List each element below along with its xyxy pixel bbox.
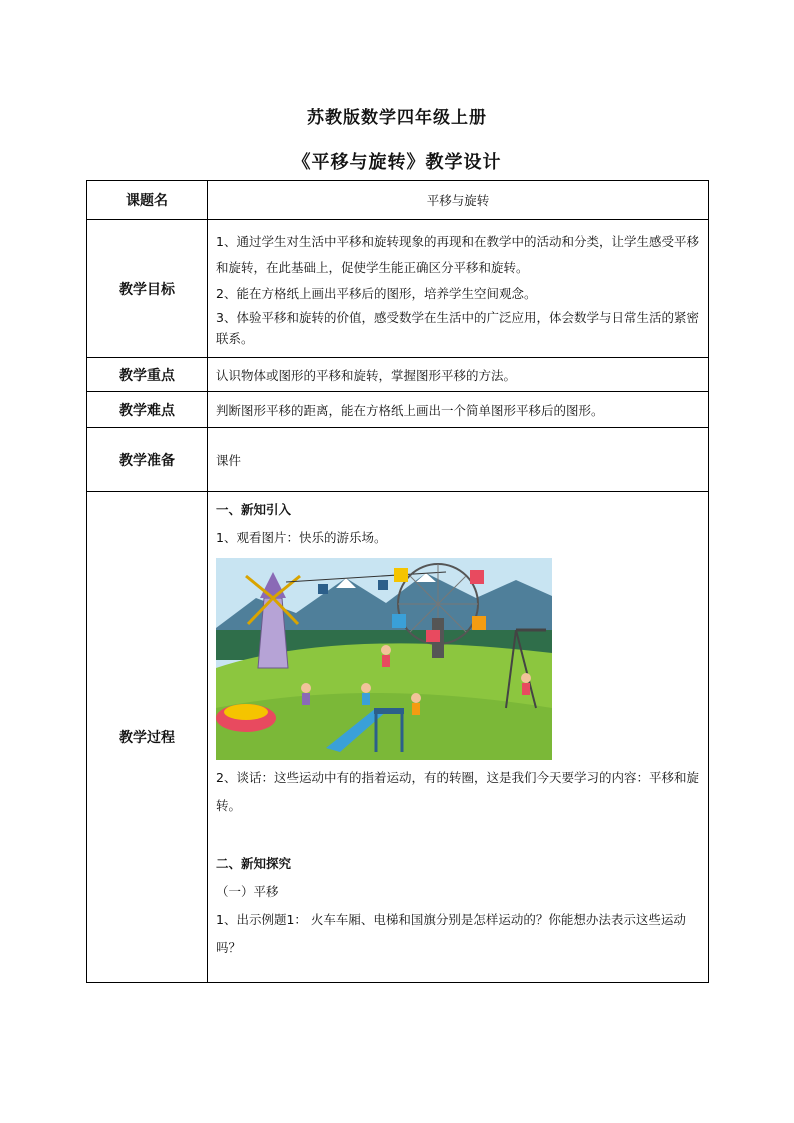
row-prep (87, 428, 709, 492)
goal-item-3: 3、体验平移和旋转的价值，感受数学在生活中的广泛应用，体会数学与日常生活的紧密联系。 (216, 309, 699, 346)
row-key (87, 358, 709, 392)
section-intro-heading: 一、新知引入 (216, 502, 292, 517)
value-goals (208, 220, 709, 358)
step-1: 1、观看图片：快乐的游乐场。 (216, 530, 387, 545)
section-explore-heading: 二、新知探究 (216, 856, 292, 871)
label-difficulty: 教学难点 (87, 392, 208, 428)
step-3: 1、出示例题1： 火车车厢、电梯和国旗分别是怎样运动的？你能想办法表示这些运动吗？ (216, 912, 686, 955)
document-title: 苏教版数学四年级上册 (307, 108, 487, 128)
label-process: 教学过程 (87, 492, 208, 983)
value-topic: 平移与旋转 (208, 181, 709, 220)
goal-item-2: 2、能在方格纸上画出平移后的图形，培养学生空间观念。 (216, 285, 537, 301)
value-prep: 课件 (208, 428, 709, 492)
goal-item-1: 1、通过学生对生活中平移和旋转现象的再现和在教学中的活动和分类，让学生感受平移和旋转，在此基础上，促使学生能正确区分平移和旋转。 (216, 233, 699, 275)
value-difficulty: 判断图形平移的距离，能在方格纸上画出一个简单图形平移后的图形。 (208, 392, 709, 428)
label-key: 教学重点 (87, 358, 208, 392)
lesson-plan-table (86, 180, 709, 983)
row-difficulty (87, 392, 709, 428)
document-subtitle: 《平移与旋转》教学设计 (292, 152, 502, 173)
label-topic: 课题名 (87, 181, 208, 220)
step-2: 2、谈话：这些运动中有的指着运动，有的转圈，这是我们今天要学习的内容：平移和旋转。 (216, 770, 699, 813)
row-goals (87, 220, 709, 358)
row-process (87, 492, 709, 983)
value-key: 认识物体或图形的平移和旋转，掌握图形平移的方法。 (208, 358, 709, 392)
amusement-park-illustration (216, 558, 552, 760)
value-process (208, 492, 709, 983)
row-topic (87, 181, 709, 220)
label-goals: 教学目标 (87, 220, 208, 358)
label-prep: 教学准备 (87, 428, 208, 492)
subsection-translation: （一）平移 (216, 884, 279, 899)
